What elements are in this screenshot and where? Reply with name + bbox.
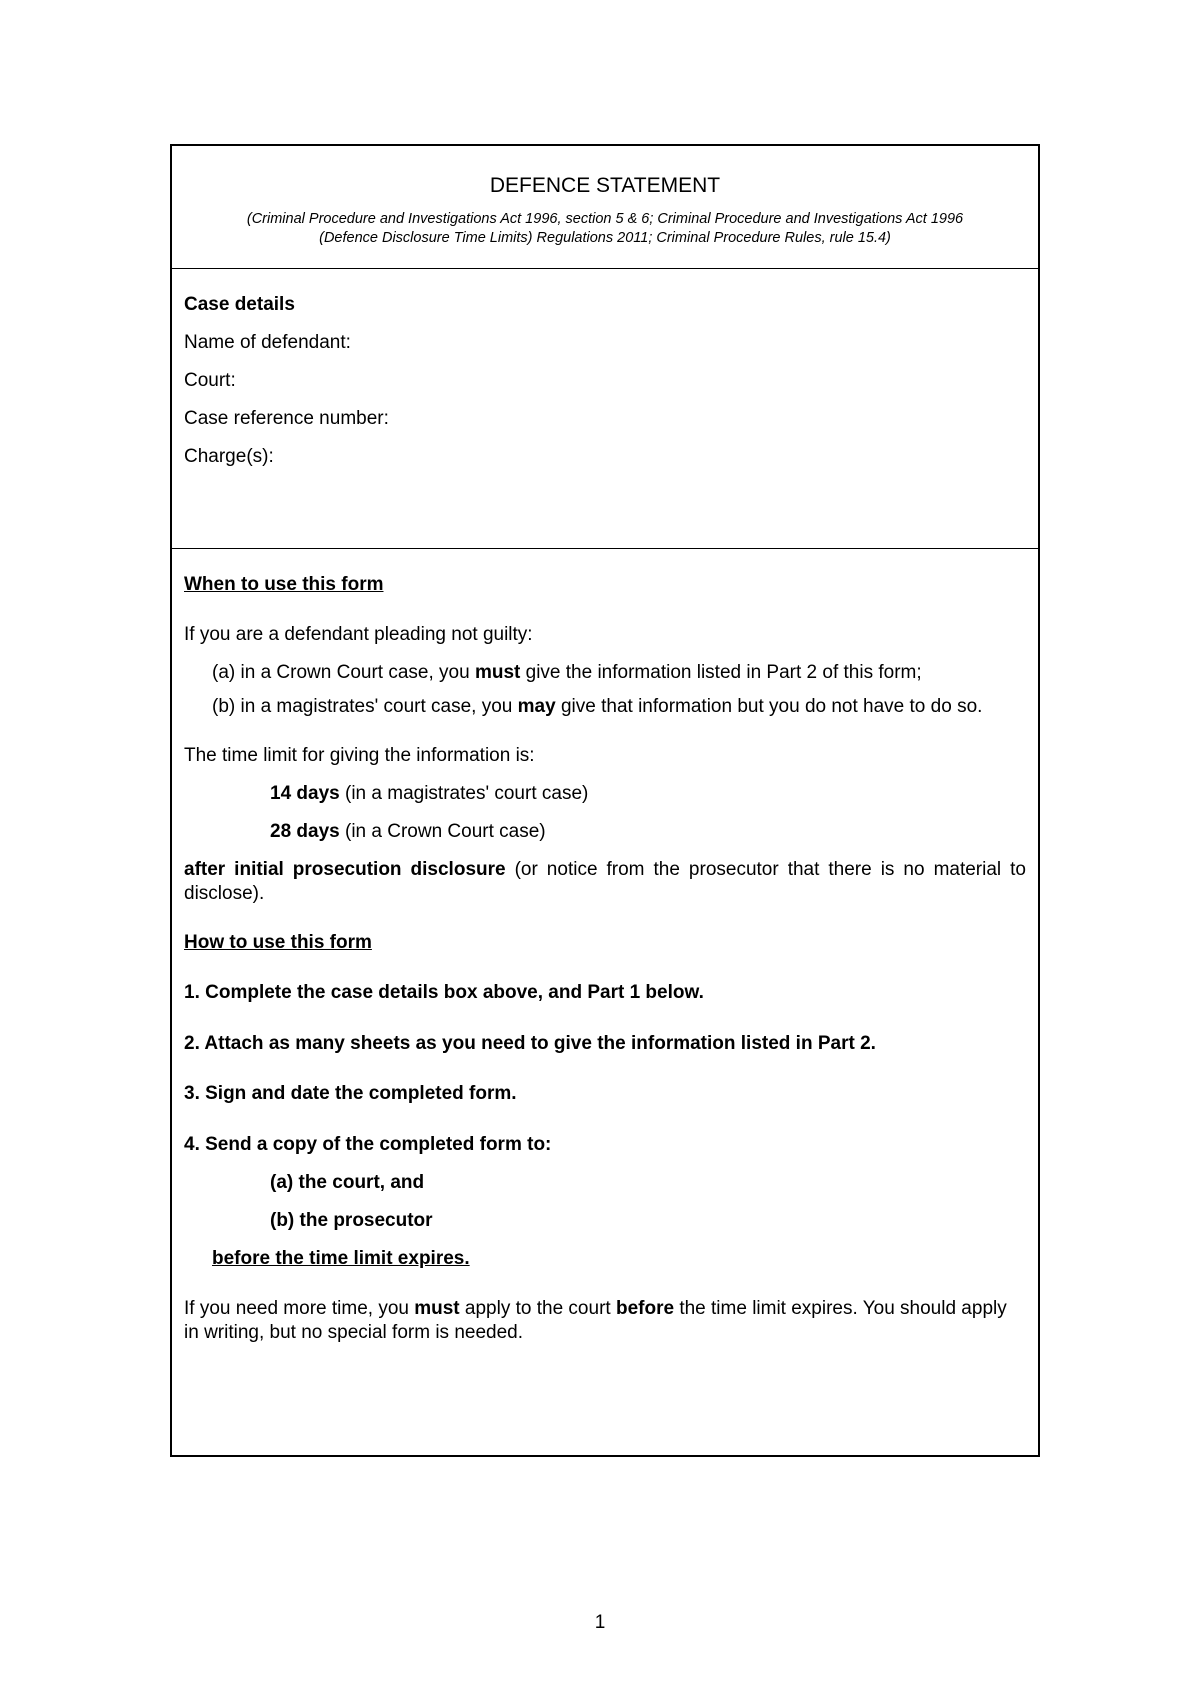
charges-field: Charge(s): <box>184 446 274 467</box>
page-number: 1 <box>594 1612 606 1633</box>
deadline-note: before the time limit expires. <box>212 1248 470 1269</box>
defendant-name-field: Name of defendant: <box>184 332 351 353</box>
form-title: DEFENCE STATEMENT <box>489 174 721 197</box>
step-4a: (a) the court, and <box>270 1172 425 1193</box>
step-4b: (b) the prosecutor <box>270 1210 433 1231</box>
legal-citation <box>200 210 1010 248</box>
more-time-note: If you need more time, you must apply to the court before the time limit expires. You should apply in writing, but no special form is needed. <box>184 1298 1007 1343</box>
step-4: 4. Send a copy of the completed form to: <box>184 1134 552 1155</box>
case-reference-field: Case reference number: <box>184 408 389 429</box>
case-details-box <box>172 269 1038 549</box>
court-field: Court: <box>184 370 236 391</box>
defence-statement-form <box>170 144 1040 1457</box>
item-b: (b) in a magistrates' court case, you may give that information but you do not have to do so. <box>212 696 983 717</box>
citation-line-1: (Criminal Procedure and Investigations Act 1996, section 5 & 6; Criminal Procedure and Investigations Act 1996 <box>246 211 964 227</box>
item-a: (a) in a Crown Court case, you must give the information listed in Part 2 of this form; <box>212 662 922 683</box>
after-disclosure: after initial prosecution disclosure (or notice from the prosecutor that there is no material to disclose). <box>184 859 1026 904</box>
guidance-box <box>172 549 1038 1455</box>
step-2: 2. Attach as many sheets as you need to give the information listed in Part 2. <box>184 1033 876 1054</box>
how-to-use-heading: How to use this form <box>184 932 372 953</box>
time-limit-14-days: 14 days (in a magistrates' court case) <box>270 783 589 804</box>
case-details-heading: Case details <box>184 294 295 315</box>
form-header <box>172 146 1038 269</box>
when-intro: If you are a defendant pleading not guilty: <box>184 624 533 645</box>
time-limit-28-days: 28 days (in a Crown Court case) <box>270 821 546 842</box>
citation-line-2: (Defence Disclosure Time Limits) Regulations 2011; Criminal Procedure Rules, rule 15.4) <box>319 230 891 246</box>
step-1: 1. Complete the case details box above, and Part 1 below. <box>184 982 704 1003</box>
step-3: 3. Sign and date the completed form. <box>184 1083 517 1104</box>
when-to-use-heading: When to use this form <box>184 574 384 595</box>
time-limit-intro: The time limit for giving the information is: <box>184 745 535 766</box>
